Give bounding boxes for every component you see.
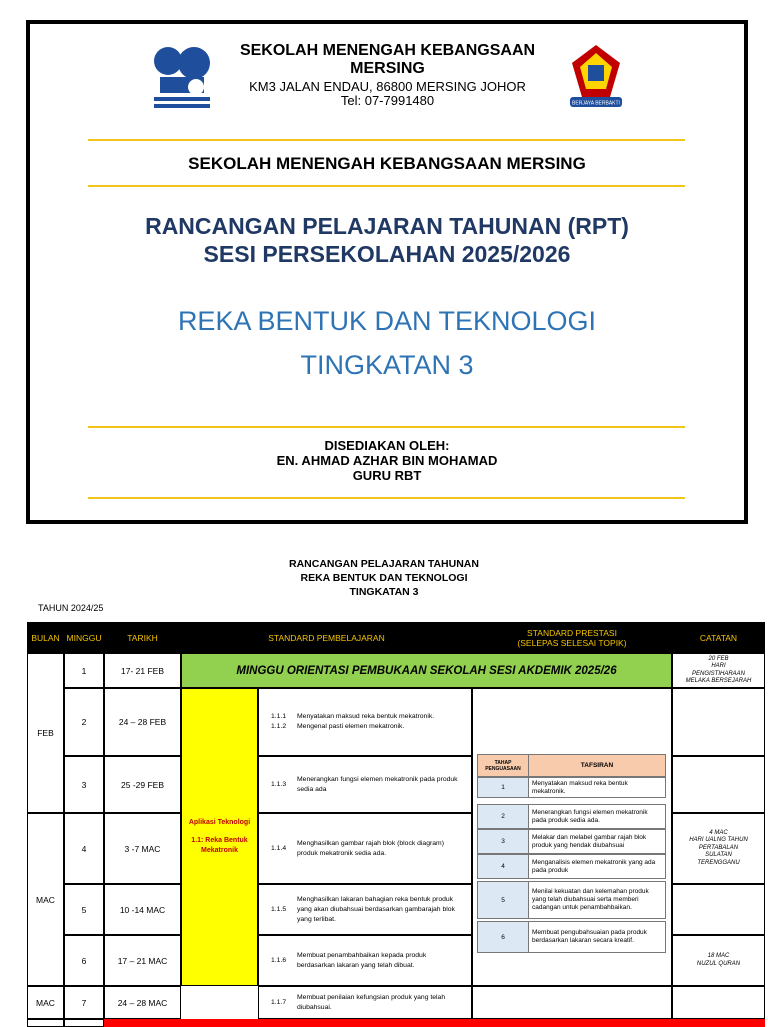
subject-line1: REKA BENTUK DAN TEKNOLOGI	[177, 306, 597, 336]
topic-subtitle: 1.1: Reka Bentuk Mekatronik	[191, 837, 248, 854]
catatan-line: HARI	[711, 663, 726, 669]
week-date: 17 – 21 MAC	[104, 935, 181, 986]
plan-title-2: REKA BENTUK DAN TEKNOLOGI	[300, 572, 468, 584]
sub-school-name: SEKOLAH MENENGAH KEBANGSAAN MERSING	[188, 154, 586, 173]
catatan-line: 4 MAC	[709, 829, 728, 836]
week-date: 24 – 28 FEB	[104, 688, 181, 756]
sp-cell	[258, 688, 472, 756]
catatan-line: TERENGGANU	[697, 859, 740, 866]
week-number: 1	[64, 653, 104, 688]
week-number: 2	[64, 688, 104, 756]
school-name: SEKOLAH MENENGAH KEBANGSAAN MERSING	[239, 42, 536, 77]
tahap-number: 6	[478, 922, 529, 952]
catatan-cell	[672, 756, 765, 813]
week-date: 3 -7 MAC	[104, 813, 181, 884]
plan-year: TAHUN 2024/25	[38, 603, 104, 613]
header-minggu: MINGGU	[64, 622, 104, 653]
catatan-line: SULATAN	[705, 852, 732, 859]
tahap-row	[477, 881, 666, 919]
tahap-number: 5	[478, 882, 529, 918]
tahap-number: 1	[478, 778, 529, 797]
catatan-line: 20 FEB	[708, 655, 729, 662]
week-number: 6	[64, 935, 104, 986]
tahap-text: Melakar dan melabel gambar rajah blok produk yang hendak diubahsuai	[532, 833, 647, 849]
prepared-by	[30, 438, 744, 483]
prepared-by-label: DISEDIAKAN OLEH:	[324, 438, 450, 453]
sp-item: 1.1.2 Mengenal pasti elemen mekatronik.	[271, 723, 405, 730]
sp-cell: 1.1.7 Membuat penilaian kefungsian produk yang telah diubahsuai.	[258, 986, 472, 1019]
divider	[88, 185, 685, 187]
month-cell: FEB	[27, 653, 64, 813]
tahap-row	[477, 829, 666, 854]
month-cell: MAC	[27, 986, 64, 1019]
school-address-block	[220, 80, 555, 108]
school-tel: Tel: 07-7991480	[340, 93, 435, 108]
holiday-bar	[104, 1019, 765, 1027]
header-bulan: BULAN	[27, 622, 64, 653]
tahap-text: Menyatakan maksud reka bentuk mekatronik.	[532, 779, 628, 795]
sp-cell: 1.1.3 Menerangkan fungsi elemen mekatronik pada produk sedia ada	[258, 756, 472, 813]
month-cell: MAC	[27, 813, 64, 986]
sp2-cell	[472, 986, 672, 1019]
tafsiran-header: TAFSIRAN	[580, 761, 614, 769]
tahap-row	[477, 804, 666, 829]
tahap-number: 4	[478, 855, 529, 878]
tahap-number: 3	[478, 830, 529, 853]
school-logo-icon	[150, 41, 214, 113]
tahap-number: 2	[478, 805, 529, 828]
orientation-banner: MINGGU ORIENTASI PEMBUKAAN SEKOLAH SESI AKDEMIK 2025/26	[181, 653, 672, 688]
topic-cell	[181, 688, 258, 986]
rpt-title-line1: RANCANGAN PELAJARAN TAHUNAN (RPT)	[145, 213, 629, 239]
week-date: 25 -29 FEB	[104, 756, 181, 813]
sp-cell: 1.1.5 Menghasilkan lakaran bahagian reka bentuk produk yang akan diubahsuai berdasarkan gambarajah blok yang terlibat.	[258, 884, 472, 935]
catatan-cell	[672, 884, 765, 935]
teacher-name: EN. AHMAD AZHAR BIN MOHAMAD	[276, 453, 498, 468]
week-date: 24 – 28 MAC	[104, 986, 181, 1019]
catatan-cell	[672, 813, 765, 884]
header-standard-prestasi	[472, 622, 672, 653]
week-date: 10 -14 MAC	[104, 884, 181, 935]
week-number: 5	[64, 884, 104, 935]
catatan-cell	[672, 653, 765, 688]
week-number: 4	[64, 813, 104, 884]
sp-cell: 1.1.6 Membuat penambahbaikan kepada produk berdasarkan lakaran yang telah dibuat.	[258, 935, 472, 986]
header-catatan: CATATAN	[672, 622, 765, 653]
catatan-cell	[672, 688, 765, 756]
divider	[88, 426, 685, 428]
week-number	[64, 1019, 104, 1027]
week-date: 17- 21 FEB	[104, 653, 181, 688]
divider	[88, 497, 685, 499]
header-sp2-line2: (SELEPAS SELESAI TOPIK)	[517, 637, 627, 648]
cover-page	[26, 20, 748, 524]
tahap-header: TAHAP PENGUASAAN	[478, 755, 529, 776]
catatan-line: NUZUL QURAN	[696, 960, 741, 967]
sp-cell: 1.1.4 Menghasilkan gambar rajah blok (block diagram) produk mekatronik sedia ada.	[258, 813, 472, 884]
topic-title: Aplikasi Teknologi	[188, 819, 251, 826]
crest-motto: BERJAYA BERBAKTI	[572, 100, 620, 107]
plan-title-1: RANCANGAN PELAJARAN TAHUNAN	[289, 558, 479, 570]
catatan-line: 18 MAC	[707, 953, 730, 959]
subject-line2: TINGKATAN 3	[300, 350, 474, 380]
plan-heading	[0, 557, 768, 599]
tahap-text: Menganalisis elemen mekatronik yang ada pada produk	[532, 858, 656, 874]
divider	[88, 139, 685, 141]
tahap-text: Menerangkan fungsi elemen mekatronik pada produk sedia ada.	[532, 808, 648, 824]
plan-title-3: TINGKATAN 3	[349, 586, 419, 598]
week-number: 3	[64, 756, 104, 813]
tahap-row	[477, 777, 666, 798]
header-tarikh: TARIKH	[104, 622, 181, 653]
week-number: 7	[64, 986, 104, 1019]
catatan-line: MELAKA BERSEJARAH	[685, 678, 752, 684]
catatan-line: PENGISTIHARAAN	[691, 670, 745, 677]
school-address: KM3 JALAN ENDAU, 86800 MERSING JOHOR	[249, 79, 526, 94]
teacher-role: GURU RBT	[352, 468, 422, 483]
header-standard-pembelajaran: STANDARD PEMBELAJARAN	[181, 622, 472, 653]
catatan-line: PERTABALAN	[698, 844, 739, 851]
rpt-title	[30, 212, 744, 268]
school-crest-icon	[566, 41, 626, 113]
sp-item: 1.1.1 Menyatakan maksud reka bentuk mekatronik.	[271, 713, 435, 720]
tahap-row	[477, 854, 666, 879]
catatan-cell	[672, 986, 765, 1019]
tahap-text: Membuat pengubahsuaian pada produk berdasarkan lakaran secara kreatif.	[532, 929, 647, 944]
subject-title	[30, 299, 744, 387]
catatan-line: HARI UALNG TAHUN	[689, 837, 748, 844]
rpt-title-line2: SESI PERSEKOLAHAN 2025/2026	[203, 241, 571, 267]
tahap-text: Menilai kekuatan dan kelemahan produk yang telah diubahsuai serta memberi cadangan untuk penambahbaikan.	[532, 888, 649, 911]
tahap-row	[477, 921, 666, 953]
tahap-header-row	[477, 754, 666, 777]
month-cell	[27, 1019, 64, 1027]
catatan-cell	[672, 935, 765, 986]
header-sp2-line1: STANDARD PRESTASI	[527, 627, 617, 638]
